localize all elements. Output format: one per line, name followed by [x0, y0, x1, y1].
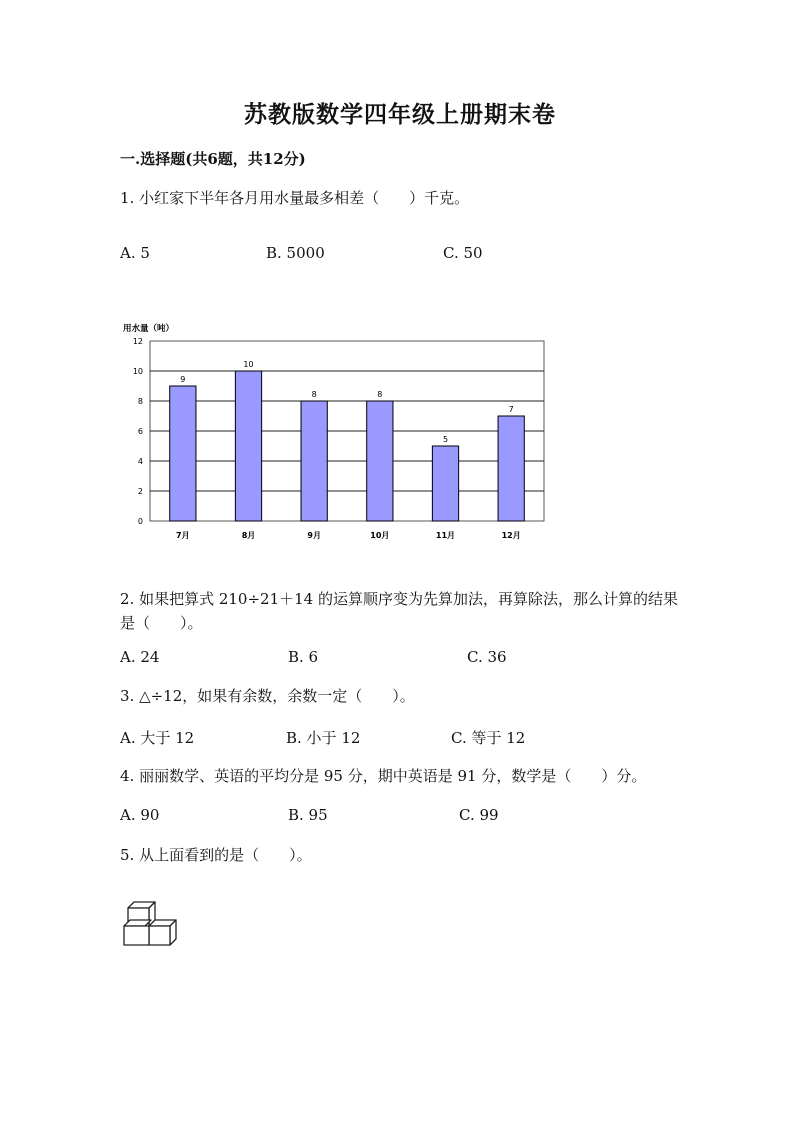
q3-option-b: B. 小于 12	[286, 729, 361, 747]
q1-option-a: A. 5	[120, 244, 150, 262]
x-tick-label: 12月	[501, 531, 521, 540]
q4-option-c: C. 99	[459, 806, 499, 824]
y-tick-label: 2	[137, 487, 143, 496]
y-axis-label: 用水量（吨）	[123, 324, 175, 334]
x-tick-label: 7月	[176, 531, 190, 540]
q4-option-a: A. 90	[120, 806, 160, 824]
q3-option-a: A. 大于 12	[120, 729, 195, 747]
y-tick-label: 0	[137, 517, 143, 526]
bar	[170, 386, 196, 521]
bar-value-label: 10	[243, 360, 254, 369]
section-heading: 一.选择题(共6题，共12分)	[120, 150, 306, 168]
question-5: 5. 从上面看到的是（ ）。	[120, 846, 312, 864]
bar-value-label: 8	[311, 390, 317, 399]
x-tick-label: 11月	[435, 531, 456, 540]
cube-stack-figure	[122, 900, 182, 948]
bar	[301, 401, 327, 521]
y-tick-label: 12	[132, 337, 143, 346]
question-1: 1. 小红家下半年各月用水量最多相差（ ）千克。	[120, 189, 470, 207]
q3-option-c: C. 等于 12	[451, 729, 526, 747]
bar	[432, 446, 458, 521]
bar	[235, 371, 261, 521]
water-usage-bar-chart	[118, 318, 558, 548]
x-tick-label: 10月	[370, 531, 390, 540]
bar-value-label: 9	[180, 375, 186, 384]
q2-option-a: A. 24	[120, 648, 160, 666]
question-3: 3. △÷12，如果有余数，余数一定（ ）。	[120, 687, 415, 705]
q4-option-b: B. 95	[288, 806, 328, 824]
page-title: 苏教版数学四年级上册期末卷	[244, 101, 556, 128]
y-tick-label: 10	[132, 367, 143, 376]
q2-option-c: C. 36	[467, 648, 507, 666]
q1-option-b: B. 5000	[266, 244, 325, 262]
question-2: 2. 如果把算式 210÷21＋14 的运算顺序变为先算加法，再算除法，那么计算的结果是（ ）。	[120, 590, 678, 632]
bar-value-label: 7	[508, 405, 514, 414]
y-tick-label: 6	[137, 427, 143, 436]
bar	[367, 401, 393, 521]
q1-option-c: C. 50	[443, 244, 483, 262]
y-tick-label: 4	[137, 457, 143, 466]
bar	[498, 416, 524, 521]
bar-value-label: 5	[442, 435, 449, 444]
y-tick-label: 8	[137, 397, 143, 406]
question-4: 4. 丽丽数学、英语的平均分是 95 分，期中英语是 91 分，数学是（ ）分。	[120, 767, 647, 785]
bar-value-label: 8	[377, 390, 383, 399]
q2-option-b: B. 6	[288, 648, 319, 666]
x-tick-label: 8月	[241, 531, 256, 540]
x-tick-label: 9月	[307, 531, 321, 540]
